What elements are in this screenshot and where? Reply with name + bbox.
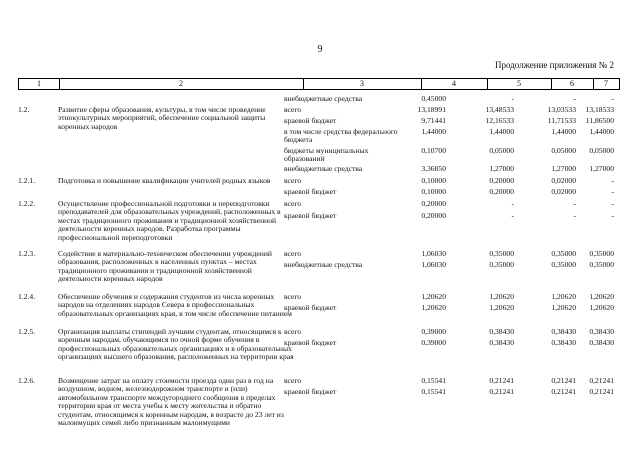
row-value-7: 0,21241 xyxy=(589,376,614,385)
row-value-7: 1,20620 xyxy=(589,303,614,312)
row-value-6: - xyxy=(573,199,576,208)
row-value-6: 0,02000 xyxy=(551,176,576,185)
row-value-7: 1,20620 xyxy=(589,292,614,301)
row-value-4: 1,20620 xyxy=(421,292,446,301)
row-value-5: 0,05000 xyxy=(489,146,514,155)
row-value-6: 0,21241 xyxy=(551,387,576,396)
row-value-5: 0,20000 xyxy=(489,176,514,185)
row-code: 1.2.3. xyxy=(18,249,36,258)
row-name: Возмещение затрат на оплату стоимости проезда один раз в год на воздушном, водном, железнодорожном транспорте и (или) автомобильном транспорте междугороднего сообщения в пределах территории края от места учебы к месту жительства и обратно студентам, относящимся к коренным народам, в возрасте до 23 лет из малоимущих семей либо признанным малоимущими xyxy=(58,376,284,428)
row-value-6: 1,27000 xyxy=(551,164,576,173)
row-value-5: - xyxy=(511,199,514,208)
row-name: Организация выплаты стипендий лучшим студентам, относящимся к коренным народам, обучающимся по очной форме обучения в профессиональных образовательных организациях и в образовательных организациях высшего образования, расположенных на территории края xyxy=(58,327,294,362)
row-value-5: 0,21241 xyxy=(489,387,514,396)
row-value-6: 0,38430 xyxy=(551,327,576,336)
row-value-7: 1,27000 xyxy=(589,164,614,173)
continuation-caption: Продолжение приложения № 2 xyxy=(494,60,614,70)
row-code: 1.2. xyxy=(18,105,30,114)
row-value-5: 1,27000 xyxy=(489,164,514,173)
row-name: Осуществление профессиональной подготовки и переподготовки преподавателей для образовательных учреждений, расположенных в местах традиционного проживания и традиционной хозяйственной деятельности коренных народов. Разработка программы профессиональной переподготовки xyxy=(58,199,281,242)
row-source: всего xyxy=(284,249,302,258)
row-value-5: 0,38430 xyxy=(489,327,514,336)
row-source: всего xyxy=(284,105,302,114)
header-col-4: 4 xyxy=(421,79,488,89)
row-value-6: 0,21241 xyxy=(551,376,576,385)
page-number: 9 xyxy=(317,44,323,55)
row-value-4: 0,45000 xyxy=(421,94,446,103)
row-value-7: - xyxy=(611,176,614,185)
row-source: внебюджетные средства xyxy=(284,164,363,173)
row-value-5: 1,20620 xyxy=(489,303,514,312)
row-value-6: 1,20620 xyxy=(551,292,576,301)
row-value-5: 13,48533 xyxy=(485,105,514,114)
row-value-4: 0,10700 xyxy=(421,146,446,155)
row-value-7: 0,38430 xyxy=(589,327,614,336)
row-source: внебюджетные средства xyxy=(284,260,363,269)
header-col-6: 6 xyxy=(551,79,594,89)
row-value-5: 1,44000 xyxy=(489,127,514,136)
row-value-7: 1,44000 xyxy=(589,127,614,136)
row-value-4: 3,36850 xyxy=(421,164,446,173)
row-value-4: 1,06030 xyxy=(421,249,446,258)
row-name: Подготовка и повышение квалификации учителей родных языков xyxy=(58,176,271,185)
row-value-4: 13,18991 xyxy=(417,105,446,114)
row-value-6: 0,35000 xyxy=(551,249,576,258)
row-value-6: - xyxy=(573,211,576,220)
header-col-7: 7 xyxy=(604,79,608,88)
row-value-7: 0,05000 xyxy=(589,146,614,155)
row-value-4: 1,06030 xyxy=(421,260,446,269)
row-source: всего xyxy=(284,199,302,208)
header-col-1: 1 xyxy=(19,79,60,89)
row-source: всего xyxy=(284,176,302,185)
row-value-4: 0,10000 xyxy=(421,187,446,196)
header-col-5: 5 xyxy=(487,79,552,89)
row-value-5: 1,20620 xyxy=(489,292,514,301)
row-value-6: - xyxy=(573,94,576,103)
row-value-4: 0,20000 xyxy=(421,199,446,208)
row-value-6: 1,20620 xyxy=(551,303,576,312)
row-value-7: - xyxy=(611,199,614,208)
row-code: 1.2.4. xyxy=(18,292,36,301)
row-value-7: 11,86500 xyxy=(585,116,614,125)
row-value-5: 0,35000 xyxy=(489,260,514,269)
row-value-4: 1,20620 xyxy=(421,303,446,312)
row-code: 1.2.2. xyxy=(18,199,36,208)
row-name: Содействие в материально-техническом обеспечении учреждений образования, расположенных в населенных пунктах – местах традиционного проживания и традиционной хозяйственной деятельности коренных народов xyxy=(58,249,272,284)
row-value-4: 0,10000 xyxy=(421,176,446,185)
row-value-6: 1,44000 xyxy=(551,127,576,136)
row-value-4: 0,15541 xyxy=(421,376,446,385)
table-header xyxy=(18,78,620,90)
row-code: 1.2.5. xyxy=(18,327,36,336)
row-value-4: 0,15541 xyxy=(421,387,446,396)
row-value-7: 0,38430 xyxy=(589,338,614,347)
row-value-7: - xyxy=(611,94,614,103)
row-value-6: 0,05000 xyxy=(551,146,576,155)
row-code: 1.2.1. xyxy=(18,176,36,185)
row-source: внебюджетные средства xyxy=(284,94,363,103)
row-value-7: 0,35000 xyxy=(589,260,614,269)
row-value-4: 0,39000 xyxy=(421,338,446,347)
row-value-5: 0,35000 xyxy=(489,249,514,258)
row-value-4: 0,20000 xyxy=(421,211,446,220)
row-value-7: - xyxy=(611,211,614,220)
row-value-5: - xyxy=(511,94,514,103)
row-value-5: - xyxy=(511,211,514,220)
row-name: Обеспечение обучения и содержания студентов из числа коренных народов на отделениях народов Севера в профессиональных образовательных организациях края, в том числе обеспечение питанием xyxy=(58,292,292,318)
row-source: краевой бюджет xyxy=(284,303,337,312)
row-source: краевой бюджет xyxy=(284,116,337,125)
row-value-6: 0,35000 xyxy=(551,260,576,269)
row-value-4: 1,44000 xyxy=(421,127,446,136)
row-value-5: 0,38430 xyxy=(489,338,514,347)
row-source: всего xyxy=(284,376,302,385)
row-source: краевой бюджет xyxy=(284,338,337,347)
row-source: бюджеты муниципальных образований xyxy=(284,146,369,164)
row-value-7: 0,35000 xyxy=(589,249,614,258)
row-source: краевой бюджет xyxy=(284,387,337,396)
row-value-5: 0,21241 xyxy=(489,376,514,385)
row-value-4: 0,39000 xyxy=(421,327,446,336)
row-source: краевой бюджет xyxy=(284,187,337,196)
header-col-2: 2 xyxy=(59,79,304,89)
row-value-6: 0,02000 xyxy=(551,187,576,196)
row-value-6: 11,71533 xyxy=(547,116,576,125)
header-col-3: 3 xyxy=(303,79,422,89)
row-value-5: 0,20000 xyxy=(489,187,514,196)
row-value-7: - xyxy=(611,187,614,196)
row-source: краевой бюджет xyxy=(284,211,337,220)
row-source: в том числе средства федерального бюджета xyxy=(284,127,398,145)
row-code: 1.2.6. xyxy=(18,376,36,385)
row-source: всего xyxy=(284,327,302,336)
row-value-5: 12,16533 xyxy=(485,116,514,125)
row-value-7: 0,21241 xyxy=(589,387,614,396)
row-value-7: 13,18533 xyxy=(585,105,614,114)
row-value-6: 0,38430 xyxy=(551,338,576,347)
row-value-6: 13,03533 xyxy=(547,105,576,114)
row-value-4: 9,71441 xyxy=(421,116,446,125)
row-name: Развитие сферы образования, культуры, в том числе проведение этнокультурных мероприятий, обеспечение социальной защиты коренных народов xyxy=(58,105,266,131)
row-source: всего xyxy=(284,292,302,301)
